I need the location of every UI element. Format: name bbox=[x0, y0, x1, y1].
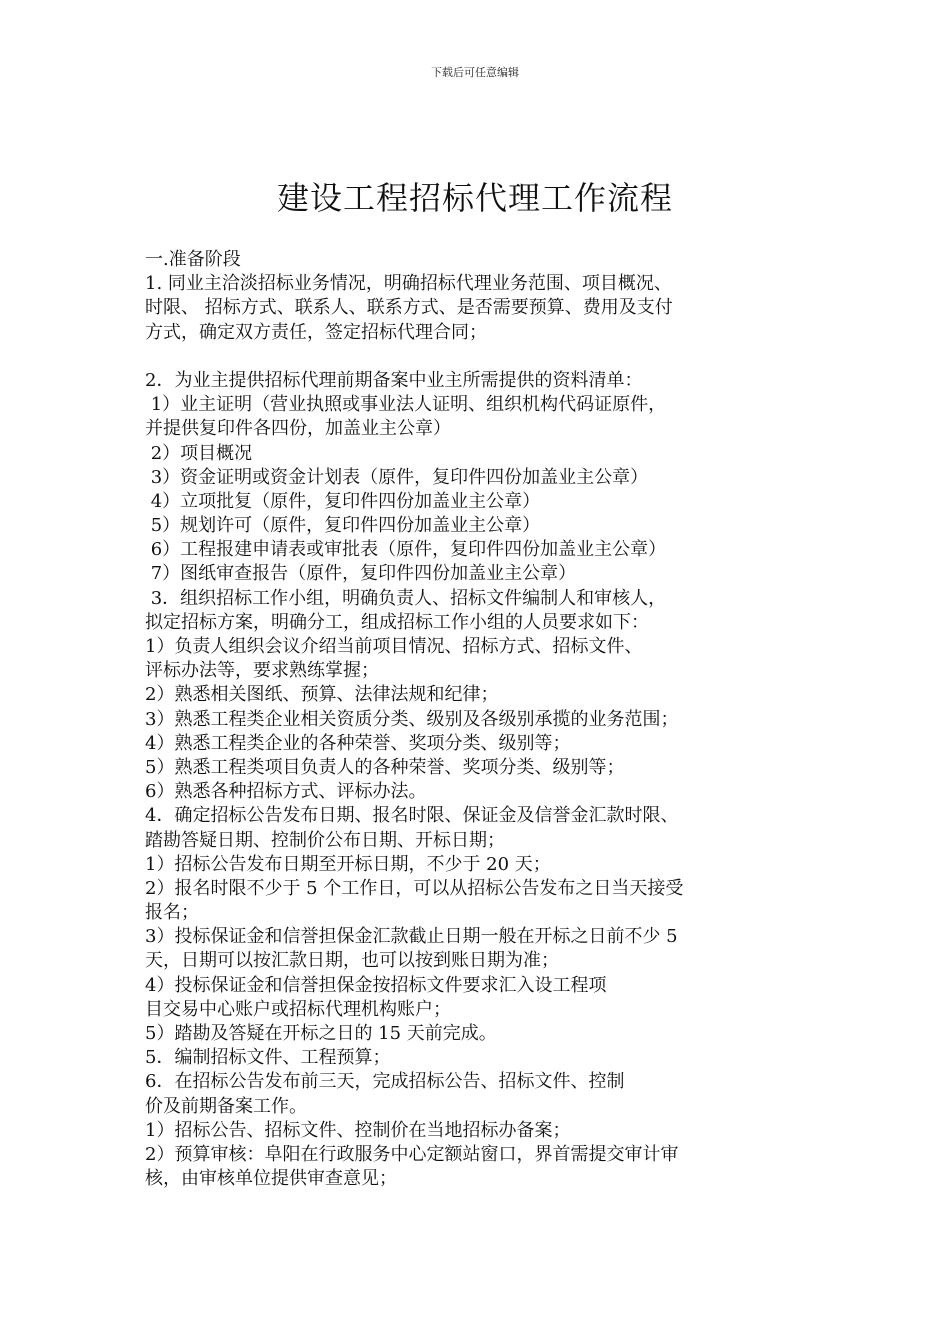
text-line: 1）招标公告发布日期至开标日期，不少于 20 天； bbox=[145, 853, 551, 875]
text-line: 1）业主证明（营业执照或事业法人证明、组织机构代码证原件， bbox=[145, 394, 667, 416]
text-line: 4．确定招标公告发布日期、报名时限、保证金及信誉金汇款时限、 bbox=[145, 805, 679, 827]
text-line: 拟定招标方案，明确分工，组成招标工作小组的人员要求如下： bbox=[145, 611, 649, 633]
text-line: 6）工程报建申请表或审批表（原件，复印件四份加盖业主公章） bbox=[145, 539, 667, 561]
text-line: 1）负责人组织会议介绍当前项目情况、招标方式、招标文件、 bbox=[145, 636, 643, 657]
text-line: 时限、 招标方式、联系人、联系方式、是否需要预算、费用及支付 bbox=[145, 297, 673, 319]
text-line: 7）图纸审查报告（原件，复印件四份加盖业主公章） bbox=[145, 563, 577, 585]
text-line: 5）踏勘及答疑在开标之日的 15 天前完成。 bbox=[145, 1023, 497, 1044]
document-body bbox=[145, 248, 805, 1191]
header-note: 下载后可任意编辑 bbox=[431, 66, 519, 79]
text-line: 并提供复印件各四份，加盖业主公章） bbox=[145, 418, 451, 440]
text-line: 踏勘答疑日期、控制价公布日期、开标日期； bbox=[145, 829, 505, 851]
text-line: 5）熟悉工程类项目负责人的各种荣誉、奖项分类、级别等； bbox=[145, 756, 625, 778]
text-line: 目交易中心账户或招标代理机构账户； bbox=[145, 998, 451, 1020]
text-line: 2）熟悉相关图纸、预算、法律法规和纪律； bbox=[145, 684, 499, 706]
text-line: 2）预算审核：阜阳在行政服务中心定额站窗口，界首需提交审计审 bbox=[145, 1143, 679, 1165]
text-line: 核，由审核单位提供审查意见； bbox=[145, 1168, 397, 1190]
text-line: 方式，确定双方责任，签定招标代理合同； bbox=[145, 321, 487, 343]
text-line: 3）熟悉工程类企业相关资质分类、级别及各级别承揽的业务范围； bbox=[145, 708, 679, 730]
text-line: 6．在招标公告发布前三天，完成招标公告、招标文件、控制 bbox=[145, 1071, 625, 1093]
text-line: 评标办法等，要求熟练掌握； bbox=[145, 660, 379, 682]
text-line: 价及前期备案工作。 bbox=[145, 1095, 307, 1117]
text-line: 1. 同业主洽淡招标业务情况，明确招标代理业务范围、项目概况、 bbox=[145, 273, 672, 295]
text-line: 4）熟悉工程类企业的各种荣誉、奖项分类、级别等； bbox=[145, 732, 571, 754]
text-line: 一.准备阶段 bbox=[145, 249, 241, 270]
text-line: 1）招标公告、招标文件、控制价在当地招标办备案； bbox=[145, 1119, 571, 1141]
text-line: 6）熟悉各种招标方式、评标办法。 bbox=[145, 781, 427, 803]
text-line: 4）投标保证金和信誉担保金按招标文件要求汇入设工程项 bbox=[145, 974, 607, 996]
text-line: 3）资金证明或资金计划表（原件，复印件四份加盖业主公章） bbox=[145, 466, 649, 488]
text-line: 2）项目概况 bbox=[145, 442, 253, 464]
text-line: 2．为业主提供招标代理前期备案中业主所需提供的资料清单： bbox=[145, 369, 643, 391]
blank-line bbox=[145, 345, 805, 369]
text-line: 3．组织招标工作小组，明确负责人、招标文件编制人和审核人， bbox=[145, 587, 667, 609]
document-title: 建设工程招标代理工作流程 bbox=[276, 179, 673, 217]
text-line: 4）立项批复（原件，复印件四份加盖业主公章） bbox=[145, 490, 541, 512]
text-line: 5．编制招标文件、工程预算； bbox=[145, 1047, 391, 1069]
text-line: 2）报名时限不少于 5 个工作日，可以从招标公告发布之日当天接受 bbox=[145, 877, 684, 899]
text-line: 5）规划许可（原件，复印件四份加盖业主公章） bbox=[145, 515, 541, 537]
text-line: 报名； bbox=[145, 902, 199, 924]
text-line: 3）投标保证金和信誉担保金汇款截止日期一般在开标之日前不少 5 bbox=[145, 926, 678, 948]
text-line: 天，日期可以按汇款日期，也可以按到账日期为准； bbox=[145, 950, 559, 972]
